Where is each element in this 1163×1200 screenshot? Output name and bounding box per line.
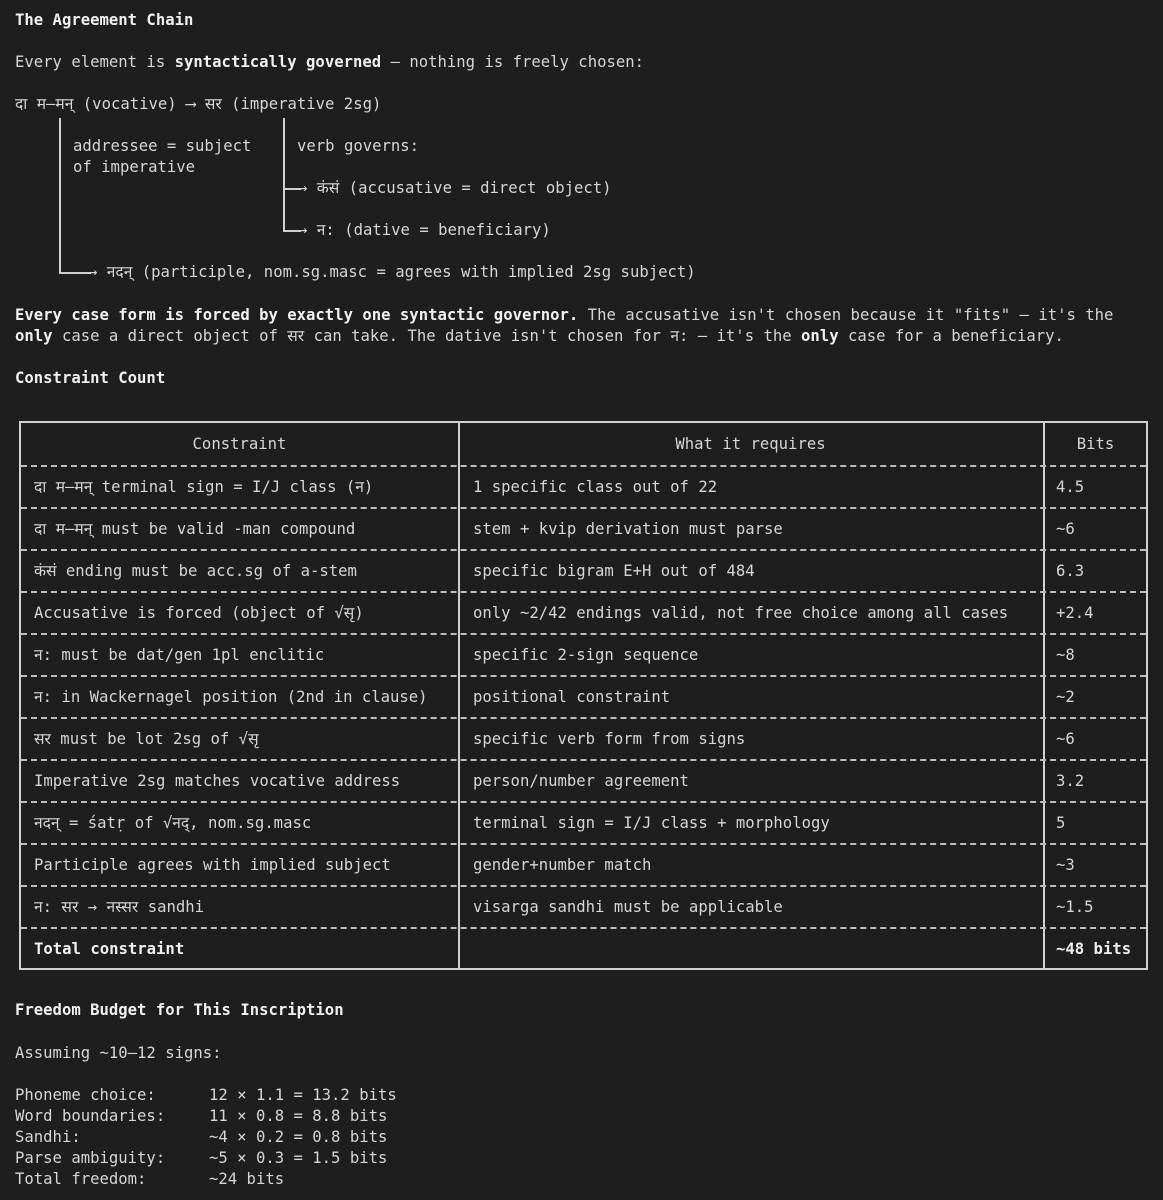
table-row [21,717,1146,759]
cell-requires: stem + kvip derivation must parse [473,519,783,538]
cell-constraint: दा म–मन् must be valid -man compound [34,519,356,538]
cell-requires: 1 specific class out of 22 [473,477,718,496]
section-heading-freedom-budget: Freedom Budget for This Inscription [15,1001,344,1019]
cell-constraint: Constraint [192,434,287,453]
cell-requires: terminal sign = I/J class + morphology [473,813,830,832]
vocative-label: दा म–मन् (vocative) [15,95,187,113]
budget-value-phoneme: 12 × 1.1 = 13.2 bits [209,1086,397,1104]
budget-label-total: Total freedom: [15,1170,147,1188]
tree-branch-participle [59,272,91,274]
constraint-table [19,421,1148,970]
only-bold-2: only [801,327,839,345]
imperative-label: सर (imperative 2sg) [195,95,382,113]
section-heading-agreement-chain: The Agreement Chain [15,11,194,29]
verb-governs-label: verb governs: [297,137,420,155]
cell-constraint: Total constraint [34,940,185,958]
cell-bits: 6.3 [1056,561,1085,580]
cell-constraint: कंसं ending must be acc.sg of a-stem [34,561,357,580]
tree-line-verb [283,118,285,231]
tree-line-vocative [59,118,61,273]
governor-paragraph-line-2 [15,326,1064,347]
cell-bits: ~8 [1056,645,1075,664]
table-row [21,549,1146,591]
table-row [21,633,1146,675]
cell-requires: specific verb form from signs [473,729,746,748]
cell-bits: ~6 [1056,519,1075,538]
cell-bits: ~3 [1056,855,1075,874]
addressee-label-1: addressee = subject [73,137,252,155]
cell-constraint: न: in Wackernagel position (2nd in clause) [34,687,428,706]
table-header-row [21,423,1146,465]
cell-requires: only ~2/42 endings valid, not free choice among all cases [473,603,1009,622]
cell-bits: Bits [1076,434,1115,453]
intro-text [15,52,644,73]
cell-constraint: सर must be lot 2sg of √सृ [34,729,259,748]
cell-requires: specific bigram E+H out of 484 [473,561,755,580]
governor-end: case for a beneficiary. [838,327,1064,345]
table-total-row [21,927,1146,970]
budget-label-sandhi: Sandhi: [15,1128,81,1146]
cell-constraint: न: सर → नस्सर sandhi [34,897,205,916]
dative-branch-label: → न: (dative = beneficiary) [298,221,551,239]
assuming-text: Assuming ~10–12 signs: [15,1044,222,1062]
cell-bits: ~48 bits [1056,940,1132,958]
budget-value-sandhi: ~4 × 0.2 = 0.8 bits [209,1128,388,1146]
cell-requires: person/number agreement [473,771,689,790]
cell-constraint: दा म–मन् terminal sign = I/J class (न) [34,477,374,496]
governor-mid: case a direct object of सर can take. The dative isn't chosen for न: — it's the [52,327,802,345]
table-row [21,675,1146,717]
cell-requires: gender+number match [473,855,652,874]
cell-bits: +2.4 [1056,603,1094,622]
budget-label-boundaries: Word boundaries: [15,1107,166,1125]
cell-constraint: Accusative is forced (object of √सृ) [34,603,364,622]
participle-branch-label: → नदन् (participle, nom.sg.masc = agrees with implied 2sg subject) [88,263,696,281]
governor-paragraph-line-1 [15,305,1113,326]
budget-label-parse: Parse ambiguity: [15,1149,166,1167]
cell-constraint: Imperative 2sg matches vocative address [34,771,401,790]
only-bold-1: only [15,327,53,345]
cell-constraint: न: must be dat/gen 1pl enclitic [34,645,325,664]
cell-requires: What it requires [675,434,826,453]
diagram-root-line [15,94,381,115]
budget-value-parse: ~5 × 0.3 = 1.5 bits [209,1149,388,1167]
cell-requires [458,929,1043,970]
budget-value-boundaries: 11 × 0.8 = 8.8 bits [209,1107,388,1125]
table-row [21,591,1146,633]
intro-post: — nothing is freely chosen: [381,53,645,71]
intro-bold: syntactically governed [174,53,382,71]
cell-constraint: Participle agrees with implied subject [34,855,391,874]
cell-requires: specific 2-sign sequence [473,645,699,664]
long-arrow-icon: ⟶ [186,95,196,113]
cell-requires: visarga sandhi must be applicable [473,897,783,916]
cell-bits: 3.2 [1056,771,1085,790]
table-row [21,465,1146,507]
budget-value-total: ~24 bits [209,1170,285,1188]
cell-bits: 4.5 [1056,477,1085,496]
section-heading-constraint-count: Constraint Count [15,369,166,387]
cell-bits: ~1.5 [1056,897,1094,916]
budget-label-phoneme: Phoneme choice: [15,1086,156,1104]
cell-bits: 5 [1056,813,1066,832]
table-row [21,507,1146,549]
cell-requires: positional constraint [473,687,671,706]
table-row [21,843,1146,885]
addressee-label-2: of imperative [73,158,196,176]
table-row [21,759,1146,801]
cell-bits: ~2 [1056,687,1075,706]
cell-constraint: नदन् = śatṛ of √नद्, nom.sg.masc [34,813,312,832]
table-row [21,801,1146,843]
intro-pre: Every element is [15,53,175,71]
table-row [21,885,1146,927]
accusative-branch-label: → कंसं (accusative = direct object) [298,179,612,197]
governor-rest: The accusative isn't chosen because it "fits" — it's the [578,306,1114,324]
governor-bold: Every case form is forced by exactly one syntactic governor. [15,306,579,324]
cell-bits: ~6 [1056,729,1075,748]
